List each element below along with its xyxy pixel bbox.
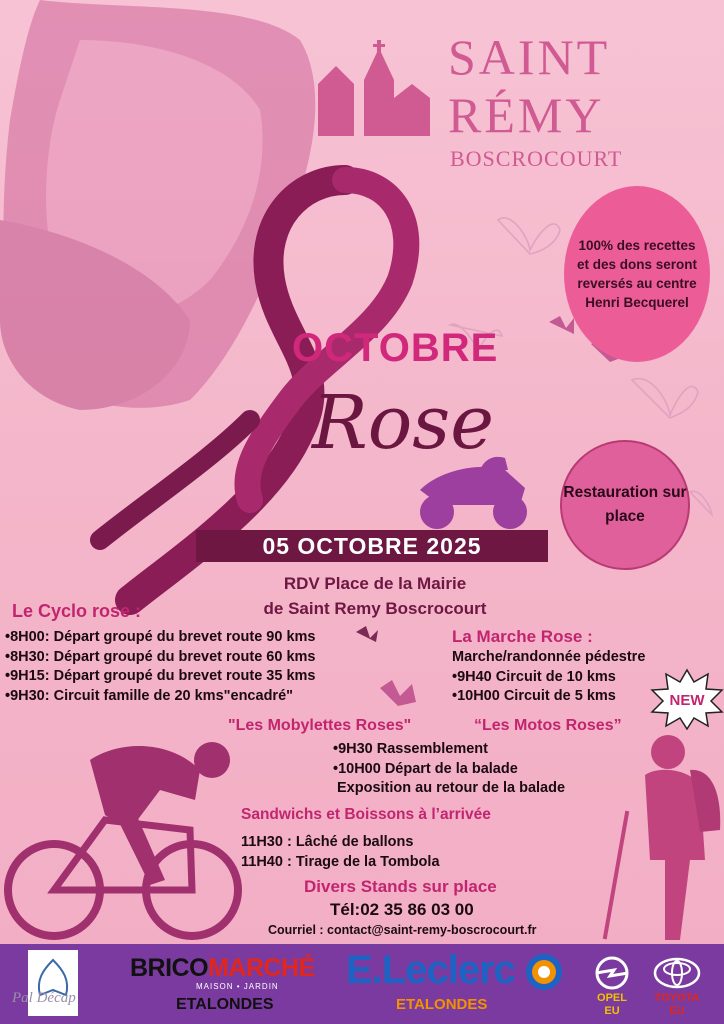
meeting-point: [190, 571, 560, 621]
meeting-point-line2: de Saint Remy Boscrocourt: [263, 599, 487, 618]
restauration-text: Restauration sur place: [563, 484, 687, 525]
toyota-region: EU: [669, 1005, 685, 1017]
mobylettes-heading: "Les Mobylettes Roses": [228, 717, 412, 734]
bricomarche-part1: BRICO: [130, 954, 209, 982]
leclerc-emblem-icon: [524, 952, 564, 992]
butterfly-icon: [356, 626, 378, 642]
list-item: Marche/randonnée pédestre: [452, 649, 646, 665]
list-item: •9H15: Départ groupé du brevet route 35 kms: [5, 668, 316, 684]
bricomarche-city: ETALONDES: [176, 996, 274, 1013]
leclerc-logo: E.Leclerc: [346, 948, 515, 992]
toyota-logo-icon: [652, 956, 702, 990]
meeting-point-line1: RDV Place de la Mairie: [283, 574, 467, 593]
bricomarche-logo: [130, 954, 315, 983]
new-starburst-icon: [650, 668, 724, 730]
cyclo-list: [5, 628, 315, 706]
list-item: •10H00 Départ de la balade: [333, 760, 518, 777]
opel-logo-icon: [592, 956, 632, 990]
paldecap-label: Pal Décap: [12, 990, 76, 1006]
cyclist-silhouette: [8, 742, 238, 936]
title-rose: Rose: [312, 380, 495, 466]
list-item: •9H30 Rassemblement: [333, 741, 488, 757]
phone-number: Tél:02 35 86 03 00: [330, 900, 474, 919]
mobylettes-list: [333, 740, 565, 799]
marche-heading: La Marche Rose :: [452, 627, 593, 646]
list-item: •8H30: Départ groupé du brevet route 60 kms: [5, 648, 316, 665]
town-name-line3: BOSCROCOURT: [450, 146, 623, 171]
restauration-badge: [560, 440, 690, 570]
new-badge-label: NEW: [669, 692, 705, 709]
contact-email: Courriel : contact@saint-remy-boscrocourt.fr: [268, 923, 537, 937]
list-item: •10H00 Circuit de 5 kms: [452, 688, 616, 704]
toyota-name: TOYOTA: [654, 992, 700, 1004]
motos-heading: “Les Motos Roses”: [474, 717, 622, 734]
cyclo-heading: Le Cyclo rose :: [12, 601, 142, 621]
town-name-line1: SAINT: [448, 29, 611, 85]
donation-text: 100% des recettes et des dons seront reversés au centre Henri Becquerel: [576, 238, 698, 310]
list-item: 11H30 : Lâché de ballons: [241, 834, 414, 850]
marche-list: [452, 648, 645, 707]
town-name-line2: RÉMY: [448, 87, 605, 143]
list-item: •9H40 Circuit de 10 kms: [452, 668, 616, 685]
donation-bubble: [564, 186, 710, 362]
opel-name: OPEL: [597, 992, 627, 1004]
stands-heading: Divers Stands sur place: [304, 877, 497, 896]
toyota-label: [646, 992, 708, 1018]
motorbike-illustration: [420, 457, 527, 529]
event-date: 05 OCTOBRE 2025: [196, 530, 548, 562]
walker-silhouette: [603, 735, 720, 940]
bricomarche-part2: MARCHÉ: [208, 954, 315, 982]
title-octobre: OCTOBRE: [292, 326, 499, 370]
arrivee-list: [241, 833, 440, 872]
church-icon: [318, 40, 430, 136]
list-item: 11H40 : Tirage de la Tombola: [241, 853, 440, 870]
arrivee-heading: Sandwichs et Boissons à l’arrivée: [241, 806, 491, 823]
butterfly-wing-illustration: [0, 0, 315, 410]
opel-region: EU: [604, 1005, 620, 1017]
opel-label: [592, 992, 632, 1018]
sponsor-footer: [0, 944, 724, 1024]
list-item: Exposition au retour de la balade: [337, 780, 566, 796]
bricomarche-subtitle: MAISON • JARDIN: [196, 982, 279, 991]
list-item: •8H00: Départ groupé du brevet route 90 kms: [5, 629, 316, 645]
leclerc-city: ETALONDES: [396, 996, 488, 1013]
list-item: •9H30: Circuit famille de 20 kms"encadré": [5, 687, 294, 704]
